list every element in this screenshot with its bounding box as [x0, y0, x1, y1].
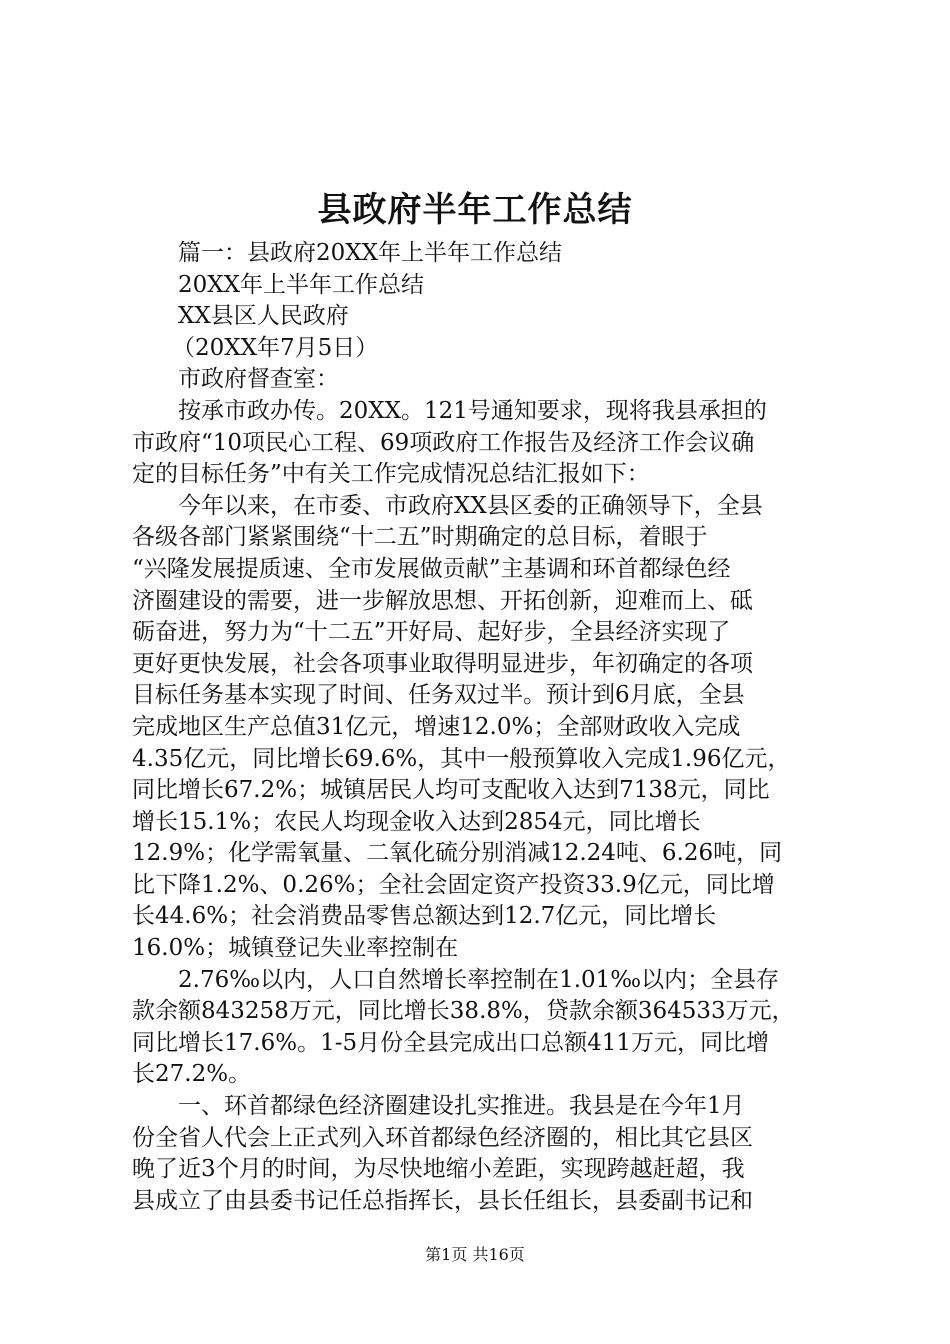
body-line: 同比增长17.6%。1-5月份全县完成出口总额411万元，同比增 [132, 1029, 770, 1056]
body-line: 同比增长67.2%；城镇居民人均可支配收入达到7138元，同比 [132, 777, 770, 804]
body-line: 按承市政办传。20XX。121号通知要求，现将我县承担的 [178, 397, 767, 424]
body-line: 20XX年上半年工作总结 [178, 271, 425, 298]
body-line: 今年以来，在市委、市政府XX县区委的正确领导下，全县 [178, 492, 763, 519]
body-line: 12.9%；化学需氧量、二氧化硫分别消减12.24吨、6.26吨，同 [132, 840, 783, 867]
body-line: 份全省人代会上正式列入环首都绿色经济圈的，相比其它县区 [132, 1124, 753, 1151]
body-line: 一、环首都绿色经济圈建设扎实推进。我县是在今年1月 [178, 1093, 745, 1120]
body-line: 款余额843258万元，同比增长38.8%，贷款余额364533万元， [132, 998, 795, 1025]
body-line: 晚了近3个月的时间，为尽快地缩小差距，实现跨越赶超，我 [132, 1156, 745, 1183]
document-title: 县政府半年工作总结 [317, 190, 633, 230]
body-line: 各级各部门紧紧围绕“十二五”时期确定的总目标，着眼于 [132, 524, 708, 551]
body-line: 济圈建设的需要，进一步解放思想、开拓创新，迎难而上、砥 [132, 587, 753, 614]
body-line: 市政府“10项民心工程、69项政府工作报告及经济工作会议确 [132, 429, 755, 456]
body-line: “兴隆发展提质速、全市发展做贡献”主基调和环首都绿色经 [132, 555, 731, 582]
body-line: 定的目标任务”中有关工作完成情况总结汇报如下： [132, 461, 650, 488]
body-line: 长27.2%。 [132, 1061, 252, 1088]
body-line: 增长15.1%；农民人均现金收入达到2854元，同比增长 [132, 808, 701, 835]
body-line: 16.0%；城镇登记失业率控制在 [132, 935, 459, 962]
body-line: 比下降1.2%、0.26%；全社会固定资产投资33.9亿元，同比增 [132, 871, 775, 898]
document-body [132, 238, 832, 1217]
body-line: 市政府督查室： [178, 366, 339, 393]
body-line: 篇一：县政府20XX年上半年工作总结 [178, 240, 563, 266]
body-line: 目标任务基本实现了时间、任务双过半。预计到6月底，全县 [132, 682, 745, 709]
body-line: 完成地区生产总值31亿元，增速12.0%；全部财政收入完成 [132, 713, 741, 740]
body-line: 4.35亿元，同比增长69.6%，其中一般预算收入完成1.96亿元， [132, 745, 791, 772]
body-line: 更好更快发展，社会各项事业取得明显进步，年初确定的各项 [132, 650, 753, 677]
page-footer: 第1页 共16页 [425, 1245, 525, 1264]
body-line: 长44.6%；社会消费品零售总额达到12.7亿元，同比增长 [132, 903, 717, 930]
body-line: 2.76‰以内，人口自然增长率控制在1.01‰以内；全县存 [178, 966, 780, 993]
body-line: 砺奋进，努力为“十二五”开好局、起好步，全县经济实现了 [132, 619, 731, 646]
body-line: XX县区人民政府 [178, 303, 349, 330]
body-line: 县成立了由县委书记任总指挥长，县长任组长，县委副书记和 [132, 1187, 753, 1214]
body-line: （20XX年7月5日） [172, 334, 379, 361]
